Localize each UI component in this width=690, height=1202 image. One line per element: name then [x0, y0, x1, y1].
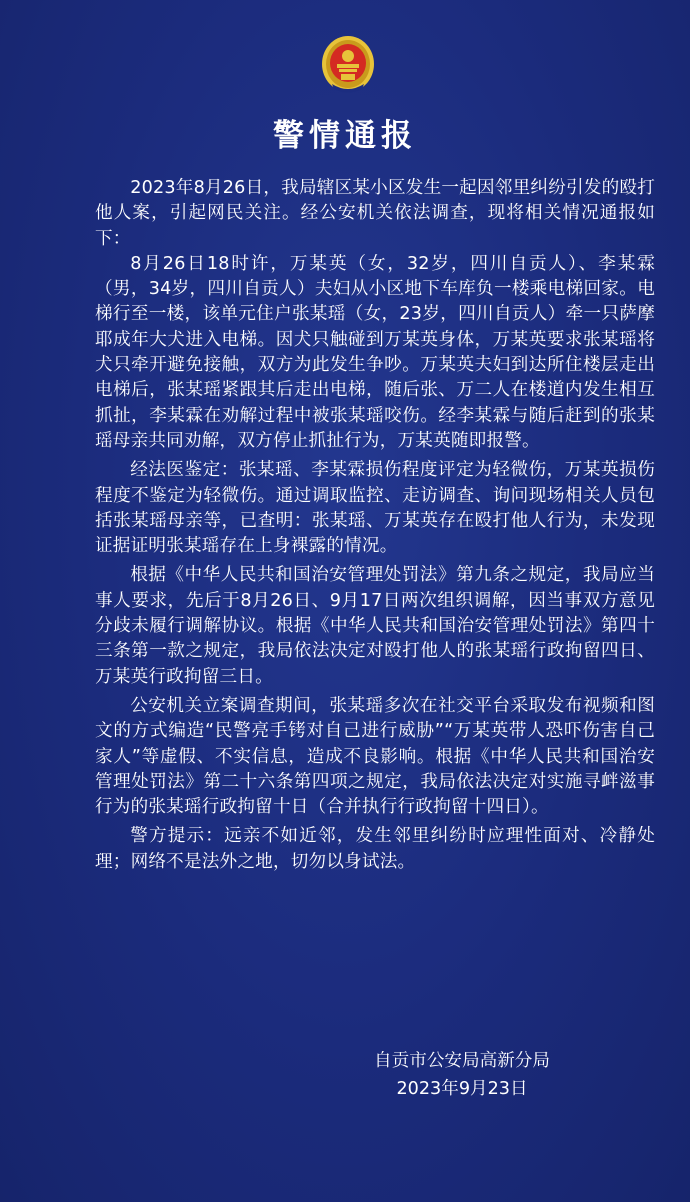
- signature-org: 自贡市公安局高新分局: [374, 1051, 550, 1071]
- signature-date: 2023年9月23日: [396, 1079, 528, 1099]
- police-emblem-icon: [320, 34, 376, 94]
- paragraph-incident: 8月26日18时许，万某英（女，32岁，四川自贡人）、李某霖（男，34岁，四川自贡人）夫妇从小区地下车库负一楼乘电梯回家。电梯行至一楼，该单元住户张某瑶（女，23岁，四川自贡人）牵一只萨摩耶成年大犬进入电梯。因犬只触碰到万某英身体，万某英要求张某瑶将犬只牵开避免接触，双方为此发生争吵。万某英夫妇到达所住楼层走出电梯后，张某瑶紧跟其后走出电梯，随后张、万二人在楼道内发生相互抓扯，李某霖在劝解过程中被张某瑶咬伤。经李某霖与随后赶到的张某瑶母亲共同劝解，双方停止抓扯行为，万某英随即报警。: [95, 253, 655, 451]
- paragraph-forensic: 经法医鉴定：张某瑶、李某霖损伤程度评定为轻微伤，万某英损伤程度不鉴定为轻微伤。通过调取监控、走访调查、询问现场相关人员包括张某瑶母亲等，已查明：张某瑶、万某英存在殴打他人行为，未发现证据证明张某瑶存在上身裸露的情况。: [95, 460, 655, 557]
- signature-block: [374, 1048, 550, 1103]
- paragraph-police-tip: 警方提示：远亲不如近邻，发生邻里纠纷时应理性面对、冷静处理；网络不是法外之地，切勿以身试法。: [95, 826, 655, 872]
- paragraph-mediation: 根据《中华人民共和国治安管理处罚法》第九条之规定，我局应当事人要求，先后于8月26日、9月17日两次组织调解，因当事双方意见分歧未履行调解协议。根据《中华人民共和国治安管理处罚法》第四十三条第一款之规定，我局依法决定对殴打他人的张某瑶行政拘留四日、万某英行政拘留三日。: [95, 565, 655, 687]
- notice-body: [95, 176, 655, 875]
- paragraph-intro: 2023年8月26日，我局辖区某小区发生一起因邻里纠纷引发的殴打他人案，引起网民关注。经公安机关依法调查，现将相关情况通报如下：: [95, 178, 655, 249]
- paragraph-rumor: 公安机关立案调查期间，张某瑶多次在社交平台采取发布视频和图文的方式编造“民警亮手铐对自己进行威胁”“万某英带人恐吓伤害自己家人”等虚假、不实信息，造成不良影响。根据《中华人民共和国治安管理处罚法》第二十六条第四项之规定，我局依法决定对实施寻衅滋事行为的张某瑶行政拘留十日（合并执行行政拘留十四日）。: [95, 695, 655, 818]
- notice-title: 警情通报: [273, 118, 417, 154]
